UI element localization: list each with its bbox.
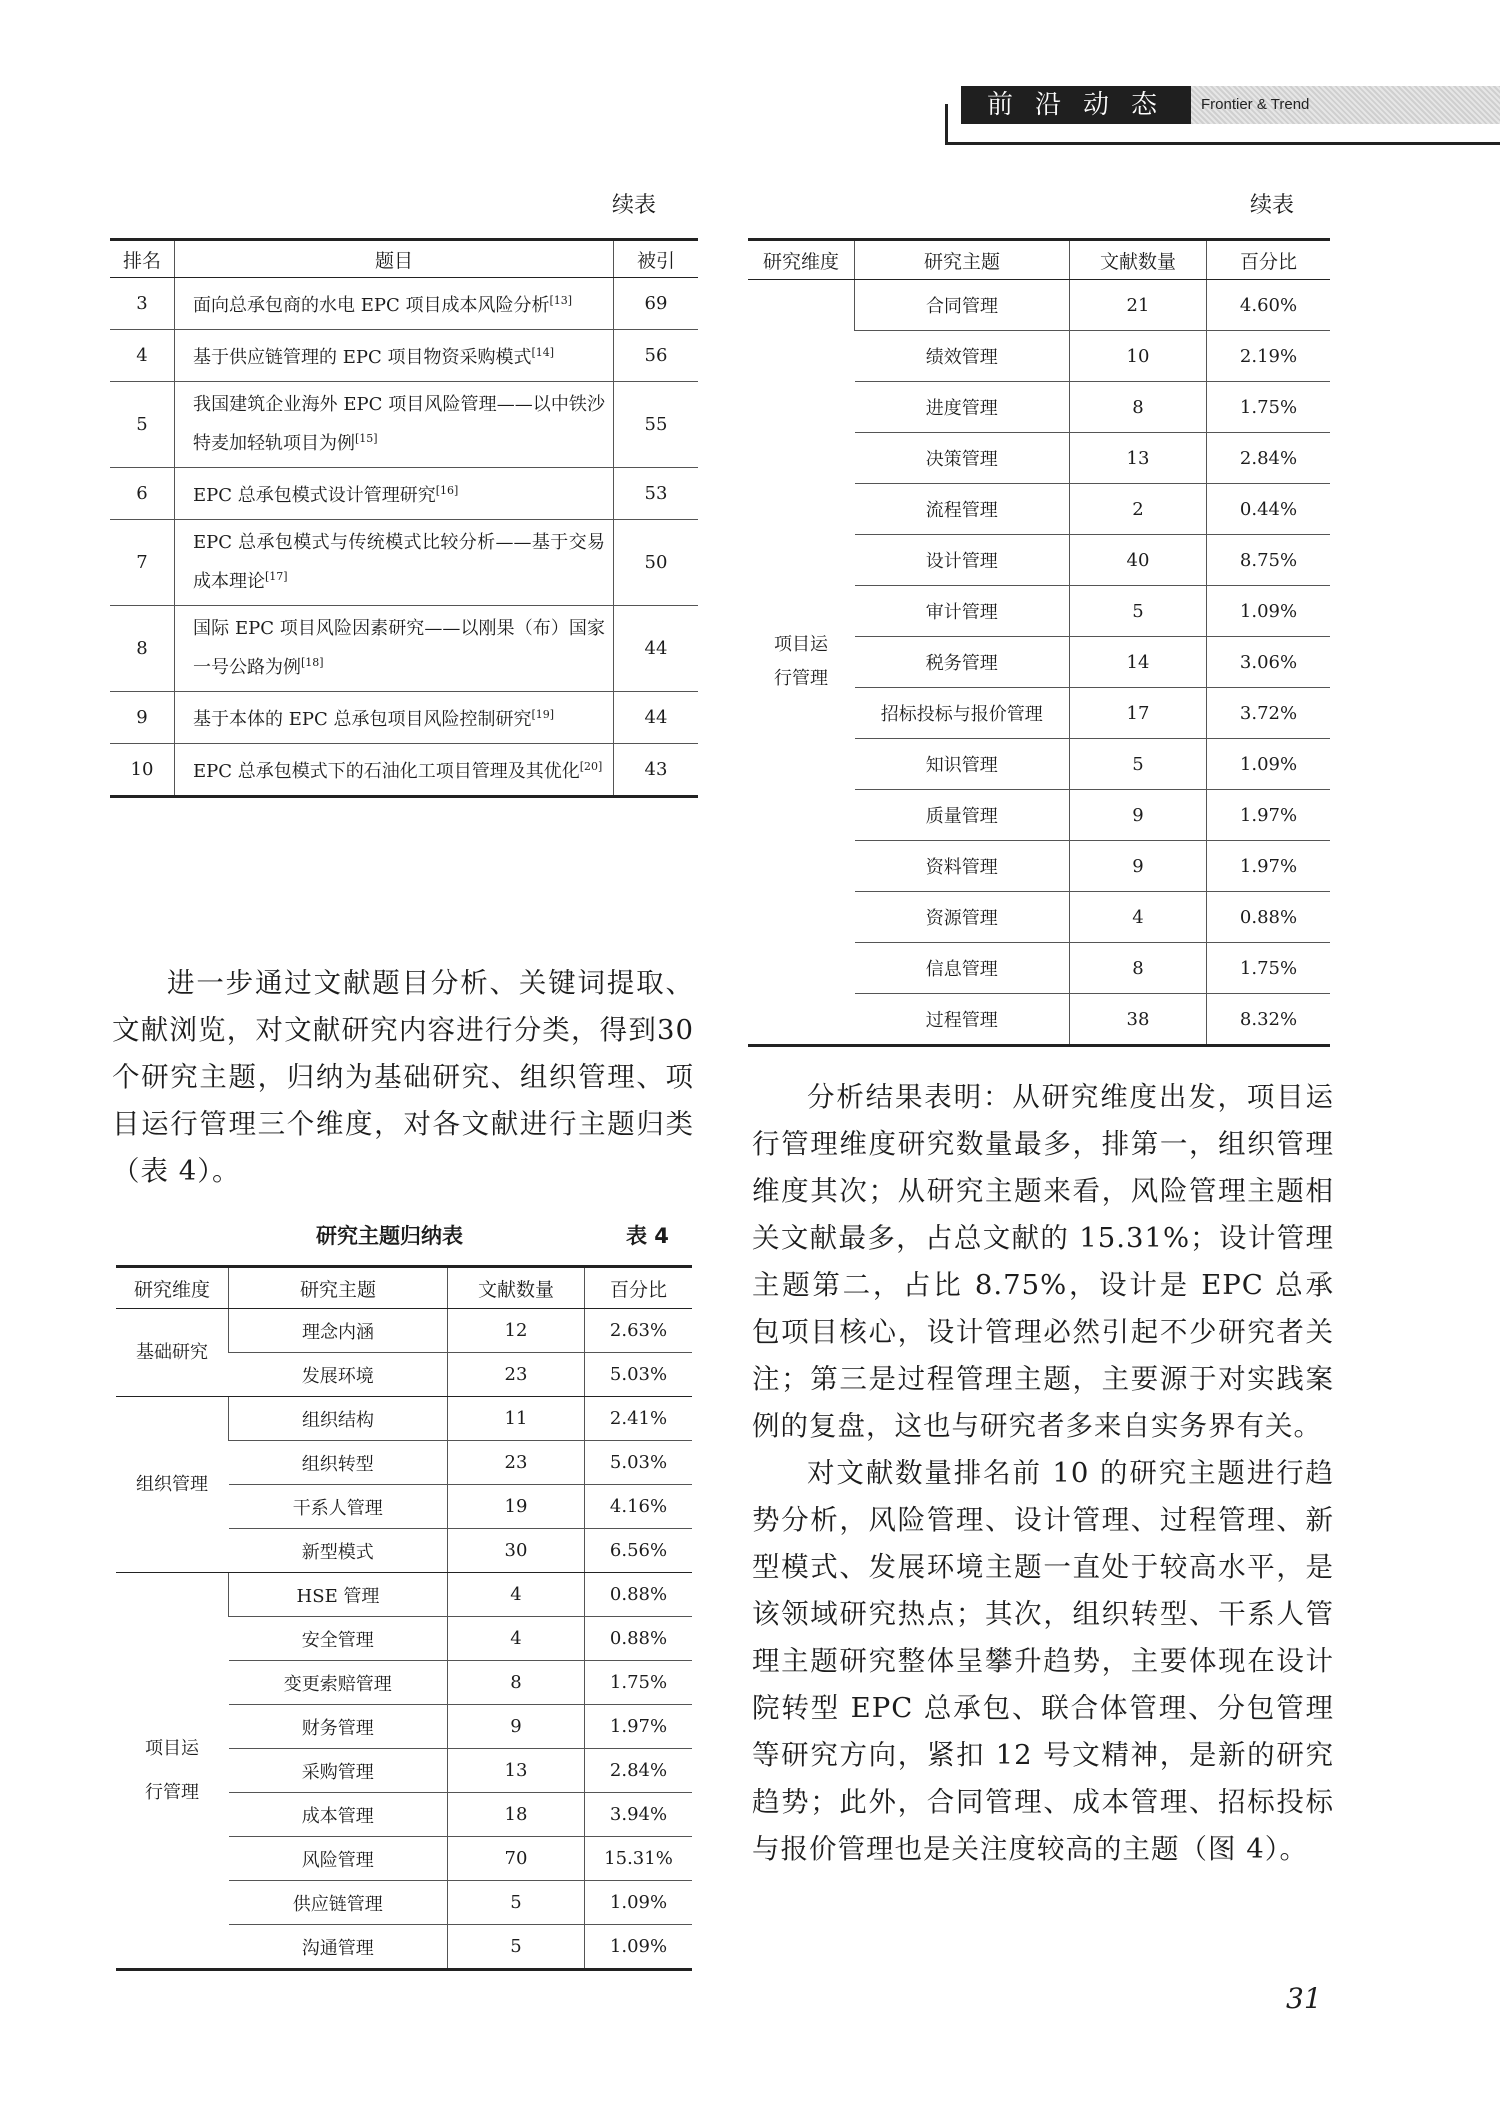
percent-cell: 0.44% <box>1207 484 1331 535</box>
dimension-cell <box>748 280 855 1046</box>
dimension-label: 组织管理 <box>136 1473 208 1495</box>
count-cell: 70 <box>448 1837 585 1881</box>
topic-cell: 风险管理 <box>229 1837 448 1881</box>
rank-cell: 3 <box>110 278 175 330</box>
rank-cell: 8 <box>110 606 175 692</box>
percent-cell: 6.56% <box>585 1529 693 1573</box>
count-cell: 30 <box>448 1529 585 1573</box>
title-cell <box>175 468 614 520</box>
count-cell: 40 <box>1070 535 1207 586</box>
count-cell: 21 <box>1070 280 1207 331</box>
dimension-label: 基础研究 <box>136 1341 208 1363</box>
dimension-label: 项目运 <box>145 1737 199 1759</box>
topic-cell: 知识管理 <box>855 739 1070 790</box>
percent-cell: 1.97% <box>1207 841 1331 892</box>
column-header: 文献数量 <box>1070 240 1207 280</box>
percent-cell: 1.75% <box>1207 382 1331 433</box>
count-cell: 5 <box>1070 586 1207 637</box>
column-header: 研究维度 <box>748 240 855 280</box>
title-text: EPC 总承包模式下的石油化工项目管理及其优化 <box>193 761 580 782</box>
table-row <box>110 692 698 744</box>
percent-cell: 4.60% <box>1207 280 1331 331</box>
topic-cell: 理念内涵 <box>229 1309 448 1353</box>
count-cell: 8 <box>448 1661 585 1705</box>
percent-cell: 2.84% <box>1207 433 1331 484</box>
table4 <box>116 1265 692 1971</box>
count-cell: 17 <box>1070 688 1207 739</box>
table-row <box>110 606 698 692</box>
right-table <box>748 238 1330 1047</box>
percent-cell: 8.75% <box>1207 535 1331 586</box>
column-header: 研究维度 <box>116 1267 229 1309</box>
title-text: 基于供应链管理的 EPC 项目物资采购模式 <box>193 347 532 368</box>
title-text: EPC 总承包模式与传统模式比较分析——基于交易成本理论 <box>193 532 605 592</box>
topic-cell: 发展环境 <box>229 1353 448 1397</box>
rank-cell: 10 <box>130 759 154 780</box>
percent-cell: 3.94% <box>585 1793 693 1837</box>
count-cell: 2 <box>1070 484 1207 535</box>
topic-cell: 流程管理 <box>855 484 1070 535</box>
topic-cell: HSE 管理 <box>229 1573 448 1617</box>
reference-mark: [13] <box>549 294 573 307</box>
percent-cell: 2.41% <box>585 1397 693 1441</box>
body-paragraph-left <box>112 960 694 1195</box>
topic-cell: 财务管理 <box>229 1705 448 1749</box>
count-cell: 23 <box>448 1441 585 1485</box>
topic-cell: 采购管理 <box>229 1749 448 1793</box>
count-cell: 10 <box>1070 331 1207 382</box>
percent-cell: 8.32% <box>1207 994 1331 1046</box>
body-text-right <box>752 1074 1334 1873</box>
percent-cell: 2.63% <box>585 1309 693 1353</box>
title-cell <box>175 692 614 744</box>
topic-cell: 决策管理 <box>855 433 1070 484</box>
percent-cell: 1.75% <box>585 1661 693 1705</box>
title-cell <box>175 606 614 692</box>
column-header: 文献数量 <box>448 1267 585 1309</box>
percent-cell: 2.19% <box>1207 331 1331 382</box>
table4-number: 表 4 <box>626 1224 669 1248</box>
dimension-cell <box>116 1309 229 1397</box>
dimension-label: 行管理 <box>145 1781 199 1803</box>
topic-cell: 组织转型 <box>229 1441 448 1485</box>
percent-cell: 1.97% <box>1207 790 1331 841</box>
topic-cell: 干系人管理 <box>229 1485 448 1529</box>
table-row <box>110 330 698 382</box>
percent-cell: 5.03% <box>585 1353 693 1397</box>
count-cell: 5 <box>448 1925 585 1970</box>
percent-cell: 0.88% <box>585 1617 693 1661</box>
table-row <box>110 278 698 330</box>
count-cell: 9 <box>1070 841 1207 892</box>
count-cell: 9 <box>1070 790 1207 841</box>
topic-cell: 成本管理 <box>229 1793 448 1837</box>
table-header-row <box>116 1267 692 1309</box>
count-cell: 4 <box>448 1573 585 1617</box>
reference-mark: [20] <box>579 760 603 773</box>
dimension-label: 行管理 <box>774 668 828 689</box>
reference-mark: [17] <box>265 570 288 583</box>
count-cell: 5 <box>448 1881 585 1925</box>
topic-cell: 资源管理 <box>855 892 1070 943</box>
table-row <box>116 1397 692 1441</box>
percent-cell: 4.16% <box>585 1485 693 1529</box>
topic-cell: 安全管理 <box>229 1617 448 1661</box>
topic-cell: 绩效管理 <box>855 331 1070 382</box>
table-row <box>110 744 698 797</box>
title-text: 基于本体的 EPC 总承包项目风险控制研究 <box>193 709 532 730</box>
count-cell: 23 <box>448 1353 585 1397</box>
rank-cell: 7 <box>110 520 175 606</box>
topic-cell: 新型模式 <box>229 1529 448 1573</box>
cited-cell: 44 <box>614 606 699 692</box>
title-cell <box>175 744 614 797</box>
percent-cell: 1.97% <box>585 1705 693 1749</box>
cited-cell: 53 <box>614 468 699 520</box>
topic-cell: 设计管理 <box>855 535 1070 586</box>
reference-mark: [14] <box>531 346 555 359</box>
section-header <box>945 86 1500 134</box>
title-text: EPC 总承包模式设计管理研究 <box>193 485 436 506</box>
column-header: 研究主题 <box>229 1267 448 1309</box>
column-header: 研究主题 <box>855 240 1070 280</box>
title-cell <box>175 382 614 468</box>
percent-cell: 3.72% <box>1207 688 1331 739</box>
rank-cell: 9 <box>110 692 175 744</box>
topic-cell: 审计管理 <box>855 586 1070 637</box>
count-cell: 11 <box>448 1397 585 1441</box>
dimension-cell <box>116 1573 229 1970</box>
right-table-continued-label: 续表 <box>1250 193 1295 218</box>
title-cell <box>175 278 614 330</box>
count-cell: 13 <box>448 1749 585 1793</box>
percent-cell: 0.88% <box>585 1573 693 1617</box>
paragraph: 进一步通过文献题目分析、关键词提取、文献浏览，对文献研究内容进行分类，得到30个研究主题，归纳为基础研究、组织管理、项目运行管理三个维度，对各文献进行主题归类（表 4）。 <box>112 967 694 1187</box>
paragraph: 对文献数量排名前 10 的研究主题进行趋势分析，风险管理、设计管理、过程管理、新型模式、发展环境主题一直处于较高水平，是该领域研究热点；其次，组织转型、干系人管理主题研究整体呈攀升趋势，主要体现在设计院转型 EPC 总承包、联合体管理、分包管理等研究方向，紧扣 12 号文精神，是新的研究趋势；此外，合同管理、成本管理、招标投标与报价管理也是关注度较高的主题（图 4）。 <box>752 1457 1334 1865</box>
rank-cell: 4 <box>110 330 175 382</box>
topic-cell: 招标投标与报价管理 <box>855 688 1070 739</box>
topic-cell: 变更索赔管理 <box>229 1661 448 1705</box>
cited-cell: 44 <box>614 692 699 744</box>
header-rule-vertical <box>945 104 948 144</box>
percent-cell: 1.09% <box>585 1925 693 1970</box>
count-cell: 18 <box>448 1793 585 1837</box>
percent-cell: 3.06% <box>1207 637 1331 688</box>
count-cell: 19 <box>448 1485 585 1529</box>
reference-mark: [19] <box>531 708 555 721</box>
reference-mark: [16] <box>435 484 459 497</box>
section-tag: Frontier & Trend <box>1191 86 1500 124</box>
percent-cell: 1.09% <box>1207 586 1331 637</box>
percent-cell: 5.03% <box>585 1441 693 1485</box>
header-rule <box>945 142 1500 145</box>
reference-mark: [15] <box>355 432 378 445</box>
column-header: 百分比 <box>585 1267 693 1309</box>
rank-cell: 5 <box>110 382 175 468</box>
paragraph: 分析结果表明：从研究维度出发，项目运行管理维度研究数量最多，排第一，组织管理维度其次；从研究主题来看，风险管理主题相关文献最多，占总文献的 15.31%；设计管理主题第二，占比 8.75%，设计是 EPC 总承包项目核心，设计管理必然引起不少研究者关注；第三是过程管理主题，主要源于对实践案例的复盘，这也与研究者多来自实务界有关。 <box>752 1081 1335 1442</box>
table-row <box>116 1309 692 1353</box>
topic-cell: 税务管理 <box>855 637 1070 688</box>
cited-cell: 43 <box>614 744 699 797</box>
table-row <box>110 382 698 468</box>
topic-cell: 质量管理 <box>855 790 1070 841</box>
topic-cell: 供应链管理 <box>229 1881 448 1925</box>
percent-cell: 0.88% <box>1207 892 1331 943</box>
rank-table-continued-label: 续表 <box>612 193 657 218</box>
page-number: 31 <box>1286 1982 1322 2015</box>
rank-cell: 6 <box>110 468 175 520</box>
dimension-label: 项目运 <box>774 634 828 655</box>
count-cell: 9 <box>448 1705 585 1749</box>
table-row <box>116 1573 692 1617</box>
column-header: 排名 <box>110 240 175 278</box>
count-cell: 4 <box>1070 892 1207 943</box>
count-cell: 12 <box>448 1309 585 1353</box>
table-row <box>110 468 698 520</box>
title-text: 我国建筑企业海外 EPC 项目风险管理——以中铁沙特麦加轻轨项目为例 <box>193 394 605 454</box>
column-header: 被引 <box>614 240 699 278</box>
topic-cell: 信息管理 <box>855 943 1070 994</box>
title-text: 面向总承包商的水电 EPC 项目成本风险分析 <box>193 295 550 316</box>
topic-cell: 过程管理 <box>925 1010 998 1031</box>
topic-cell: 组织结构 <box>229 1397 448 1441</box>
topic-cell: 进度管理 <box>855 382 1070 433</box>
count-cell: 5 <box>1070 739 1207 790</box>
column-header: 百分比 <box>1207 240 1331 280</box>
percent-cell: 1.09% <box>585 1881 693 1925</box>
title-text: 国际 EPC 项目风险因素研究——以刚果（布）国家一号公路为例 <box>193 618 605 678</box>
table-header-row <box>748 240 1330 280</box>
topic-cell: 沟通管理 <box>301 1937 374 1959</box>
section-title: 前沿动态 <box>961 86 1191 124</box>
cited-cell: 50 <box>614 520 699 606</box>
reference-mark: [18] <box>301 656 324 669</box>
count-cell: 13 <box>1070 433 1207 484</box>
cited-cell: 55 <box>614 382 699 468</box>
dimension-cell <box>116 1397 229 1573</box>
topic-cell: 合同管理 <box>855 280 1070 331</box>
count-cell: 4 <box>448 1617 585 1661</box>
table-row <box>110 520 698 606</box>
title-cell <box>175 520 614 606</box>
title-cell <box>175 330 614 382</box>
count-cell: 8 <box>1070 382 1207 433</box>
count-cell: 14 <box>1070 637 1207 688</box>
table-header-row <box>110 240 698 278</box>
count-cell: 8 <box>1070 943 1207 994</box>
table4-title: 研究主题归纳表 <box>316 1224 463 1248</box>
topic-cell: 资料管理 <box>855 841 1070 892</box>
cited-cell: 56 <box>614 330 699 382</box>
table-row <box>748 280 1330 331</box>
percent-cell: 1.09% <box>1207 739 1331 790</box>
column-header: 题目 <box>175 240 614 278</box>
count-cell: 38 <box>1070 994 1207 1046</box>
percent-cell: 2.84% <box>585 1749 693 1793</box>
percent-cell: 1.75% <box>1207 943 1331 994</box>
rank-table <box>110 238 698 798</box>
cited-cell: 69 <box>614 278 699 330</box>
percent-cell: 15.31% <box>585 1837 693 1881</box>
